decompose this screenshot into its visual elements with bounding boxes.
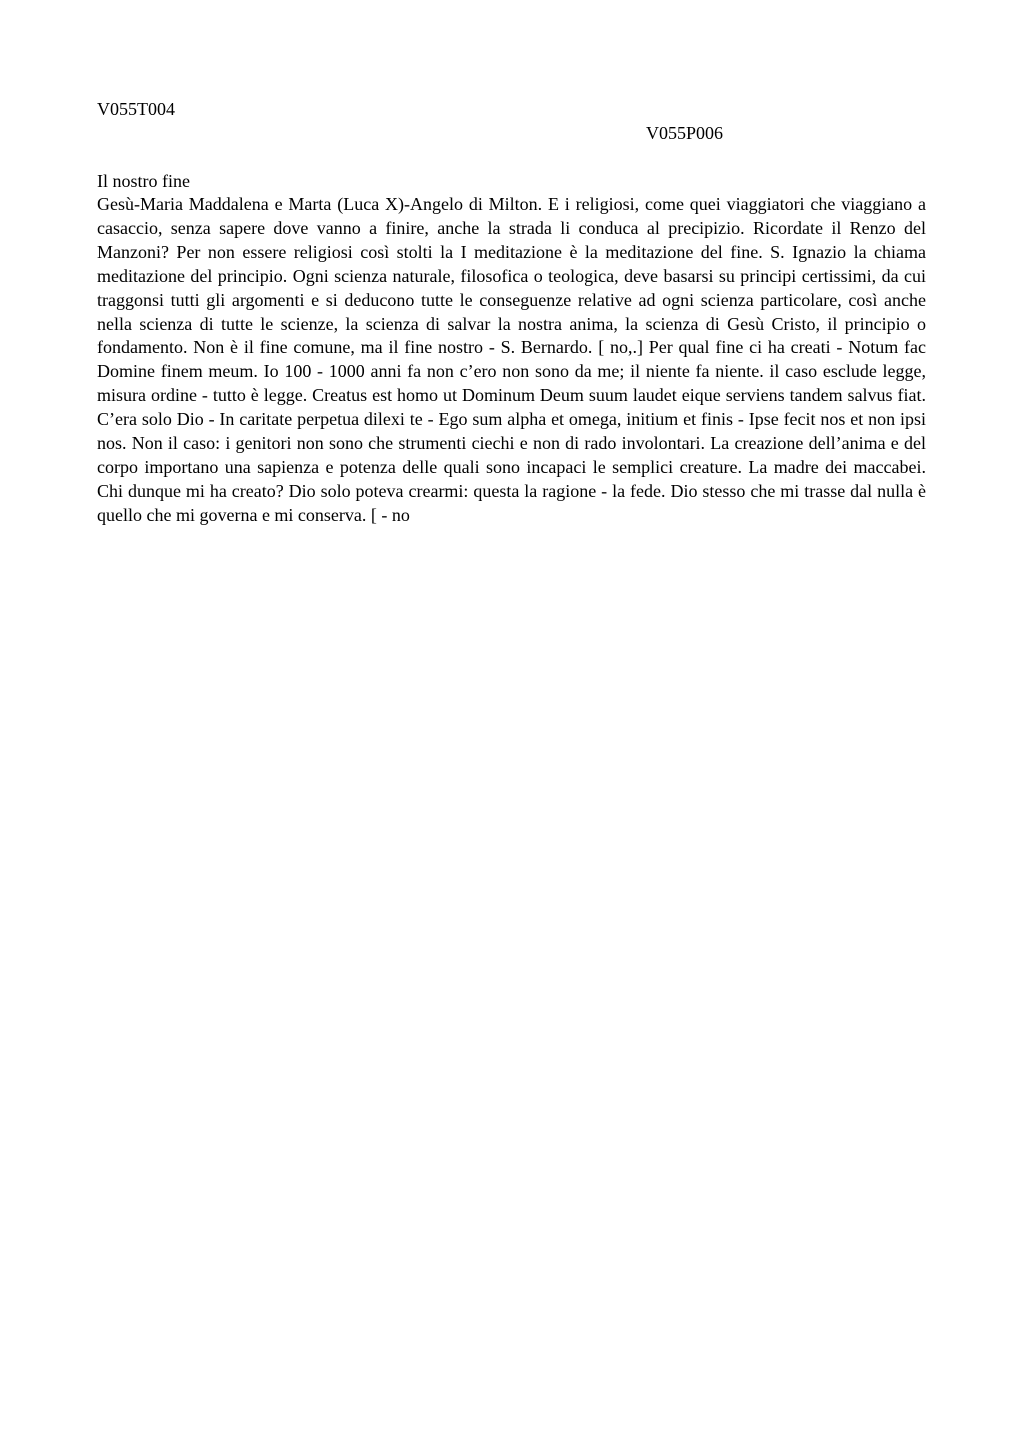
section-title: Il nostro fine [97,171,190,191]
page-id: V055P006 [646,123,724,143]
body-paragraph: Gesù-Maria Maddalena e Marta (Luca X)-Angelo di Milton. E i religiosi, come quei viaggiatori che viaggiano a casaccio, senza sapere dove vanno a finire, anche la strada li conduca al precipizio. Ricordate il Renzo del Manzoni? Per non essere religiosi così stolti la I meditazione è la meditazione del fine. S. Ignazio la chiama meditazione del principio. Ogni scienza naturale, filosofica o teologica, deve basarsi su principi certissimi, da cui traggonsi tutti gli argomenti e si deducono tutte le conseguenze relative ad ogni scienza particolare, così anche nella scienza di tutte le scienze, la scienza di salvar la nostra anima, la scienza di Gesù Cristo, il principio o fondamento. Non è il fine comune, ma il fine nostro - S. Bernardo. [ no,.] Per qual fine ci ha creati - Notum fac Domine finem meum. Io 100 - 1000 anni fa non c’ero non sono da me; il niente fa niente. il caso esclude legge, misura ordine - tutto è legge. Creatus est homo ut Dominum Deum suum laudet eique serviens tandem salvus fiat. C’era solo Dio - In caritate perpetua dilexi te - Ego sum alpha et omega, initium et finis - Ipse fecit nos et non ipsi nos. Non il caso: i genitori non sono che strumenti ciechi e non di rado involontari. La creazione dell’anima e del corpo importano una sapienza e potenza delle quali sono incapaci le semplici creature. La madre dei maccabei. Chi dunque mi ha creato? Dio solo poteva crearmi: questa la ragione - la fede. Dio stesso che mi trasse dal nulla è quello che mi governa e mi conserva. [ - no [97,194,926,525]
document-id: V055T004 [97,99,175,119]
